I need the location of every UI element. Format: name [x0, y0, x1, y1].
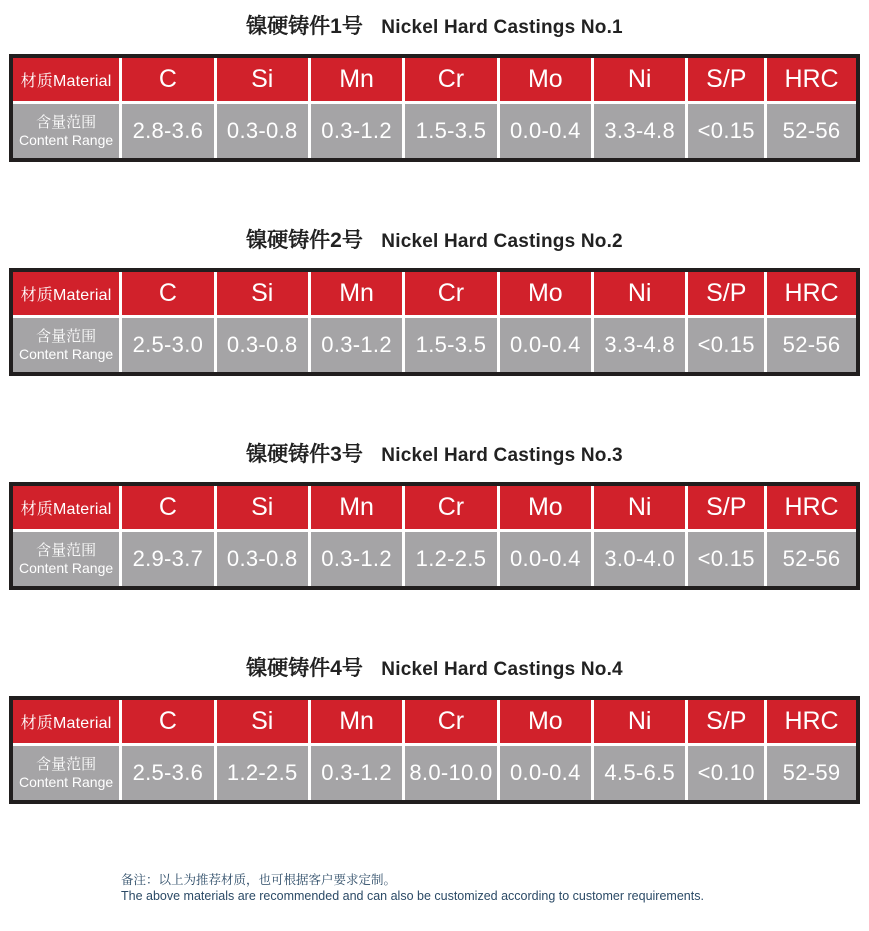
value-ni: 3.3-4.8: [594, 104, 685, 158]
value-ni: 3.3-4.8: [594, 318, 685, 372]
value-si: 1.2-2.5: [217, 746, 308, 800]
value-si: 0.3-0.8: [217, 104, 308, 158]
column-header-mo: Mo: [500, 700, 591, 743]
value-mo: 0.0-0.4: [500, 104, 591, 158]
section-title-en: Nickel Hard Castings No.1: [381, 17, 623, 38]
value-mn: 0.3-1.2: [311, 532, 402, 586]
column-header-ni: Ni: [594, 58, 685, 101]
column-header-cr: Cr: [405, 58, 496, 101]
column-header-ni: Ni: [594, 486, 685, 529]
column-header-mn: Mn: [311, 272, 402, 315]
footer-note-en: The above materials are recommended and can also be customized according to customer requirements.: [121, 889, 704, 904]
casting-section-4: [9, 656, 860, 804]
value-sp: <0.15: [688, 532, 764, 586]
row-label-content-range: [13, 746, 119, 800]
section-title-en: Nickel Hard Castings No.4: [381, 659, 623, 680]
value-sp: <0.10: [688, 746, 764, 800]
casting-section-1: [9, 14, 860, 162]
column-header-sp: S/P: [688, 700, 764, 743]
value-sp: <0.15: [688, 104, 764, 158]
section-title-en: Nickel Hard Castings No.3: [381, 445, 623, 466]
composition-table: [9, 482, 860, 590]
value-cr: 1.5-3.5: [405, 318, 496, 372]
value-si: 0.3-0.8: [217, 318, 308, 372]
value-cr: 1.2-2.5: [405, 532, 496, 586]
column-header-c: C: [122, 272, 213, 315]
value-mo: 0.0-0.4: [500, 532, 591, 586]
row-label-content-range: [13, 532, 119, 586]
casting-section-2: [9, 228, 860, 376]
row-label-zh: 含量范围: [36, 114, 97, 132]
section-title: [9, 228, 860, 254]
column-header-mn: Mn: [311, 58, 402, 101]
row-label-en: Content Range: [18, 773, 114, 790]
column-header-hrc: HRC: [767, 486, 856, 529]
column-header-si: Si: [217, 700, 308, 743]
row-label-zh: 含量范围: [36, 756, 97, 774]
casting-section-3: [9, 442, 860, 590]
column-header-material: 材质Material: [13, 700, 119, 743]
column-header-mo: Mo: [500, 272, 591, 315]
column-header-cr: Cr: [405, 700, 496, 743]
column-header-cr: Cr: [405, 272, 496, 315]
section-title-zh: 镍硬铸件1号: [246, 15, 363, 38]
footer-note-zh: 备注：以上为推荐材质，也可根据客户要求定制。: [121, 873, 397, 887]
value-mn: 0.3-1.2: [311, 746, 402, 800]
column-header-material: 材质Material: [13, 58, 119, 101]
value-c: 2.9-3.7: [122, 532, 213, 586]
column-header-mn: Mn: [311, 486, 402, 529]
value-c: 2.5-3.0: [122, 318, 213, 372]
value-ni: 3.0-4.0: [594, 532, 685, 586]
value-mo: 0.0-0.4: [500, 746, 591, 800]
column-header-mo: Mo: [500, 58, 591, 101]
value-cr: 8.0-10.0: [405, 746, 496, 800]
value-mn: 0.3-1.2: [311, 104, 402, 158]
column-header-si: Si: [217, 58, 308, 101]
value-cr: 1.5-3.5: [405, 104, 496, 158]
section-title-zh: 镍硬铸件3号: [246, 443, 363, 466]
column-header-hrc: HRC: [767, 700, 856, 743]
row-label-en: Content Range: [18, 345, 114, 362]
column-header-si: Si: [217, 272, 308, 315]
section-title: [9, 442, 860, 468]
value-sp: <0.15: [688, 318, 764, 372]
footer-note: [121, 872, 860, 905]
column-header-c: C: [122, 700, 213, 743]
column-header-hrc: HRC: [767, 272, 856, 315]
column-header-ni: Ni: [594, 272, 685, 315]
section-title-zh: 镍硬铸件4号: [246, 657, 363, 680]
column-header-cr: Cr: [405, 486, 496, 529]
section-title: [9, 656, 860, 682]
section-title-zh: 镍硬铸件2号: [246, 229, 363, 252]
section-title: [9, 14, 860, 40]
value-c: 2.5-3.6: [122, 746, 213, 800]
composition-table: [9, 696, 860, 804]
row-label-zh: 含量范围: [36, 542, 97, 560]
value-mo: 0.0-0.4: [500, 318, 591, 372]
column-header-si: Si: [217, 486, 308, 529]
row-label-en: Content Range: [18, 131, 114, 148]
column-header-material: 材质Material: [13, 486, 119, 529]
column-header-mn: Mn: [311, 700, 402, 743]
value-hrc: 52-56: [767, 104, 856, 158]
value-hrc: 52-56: [767, 318, 856, 372]
value-si: 0.3-0.8: [217, 532, 308, 586]
row-label-en: Content Range: [18, 559, 114, 576]
composition-table: [9, 54, 860, 162]
value-ni: 4.5-6.5: [594, 746, 685, 800]
column-header-material: 材质Material: [13, 272, 119, 315]
column-header-mo: Mo: [500, 486, 591, 529]
column-header-sp: S/P: [688, 486, 764, 529]
column-header-sp: S/P: [688, 58, 764, 101]
column-header-ni: Ni: [594, 700, 685, 743]
value-hrc: 52-59: [767, 746, 856, 800]
value-hrc: 52-56: [767, 532, 856, 586]
value-mn: 0.3-1.2: [311, 318, 402, 372]
row-label-zh: 含量范围: [36, 328, 97, 346]
column-header-hrc: HRC: [767, 58, 856, 101]
section-title-en: Nickel Hard Castings No.2: [381, 231, 623, 252]
column-header-sp: S/P: [688, 272, 764, 315]
row-label-content-range: [13, 318, 119, 372]
row-label-content-range: [13, 104, 119, 158]
composition-table: [9, 268, 860, 376]
value-c: 2.8-3.6: [122, 104, 213, 158]
column-header-c: C: [122, 58, 213, 101]
column-header-c: C: [122, 486, 213, 529]
